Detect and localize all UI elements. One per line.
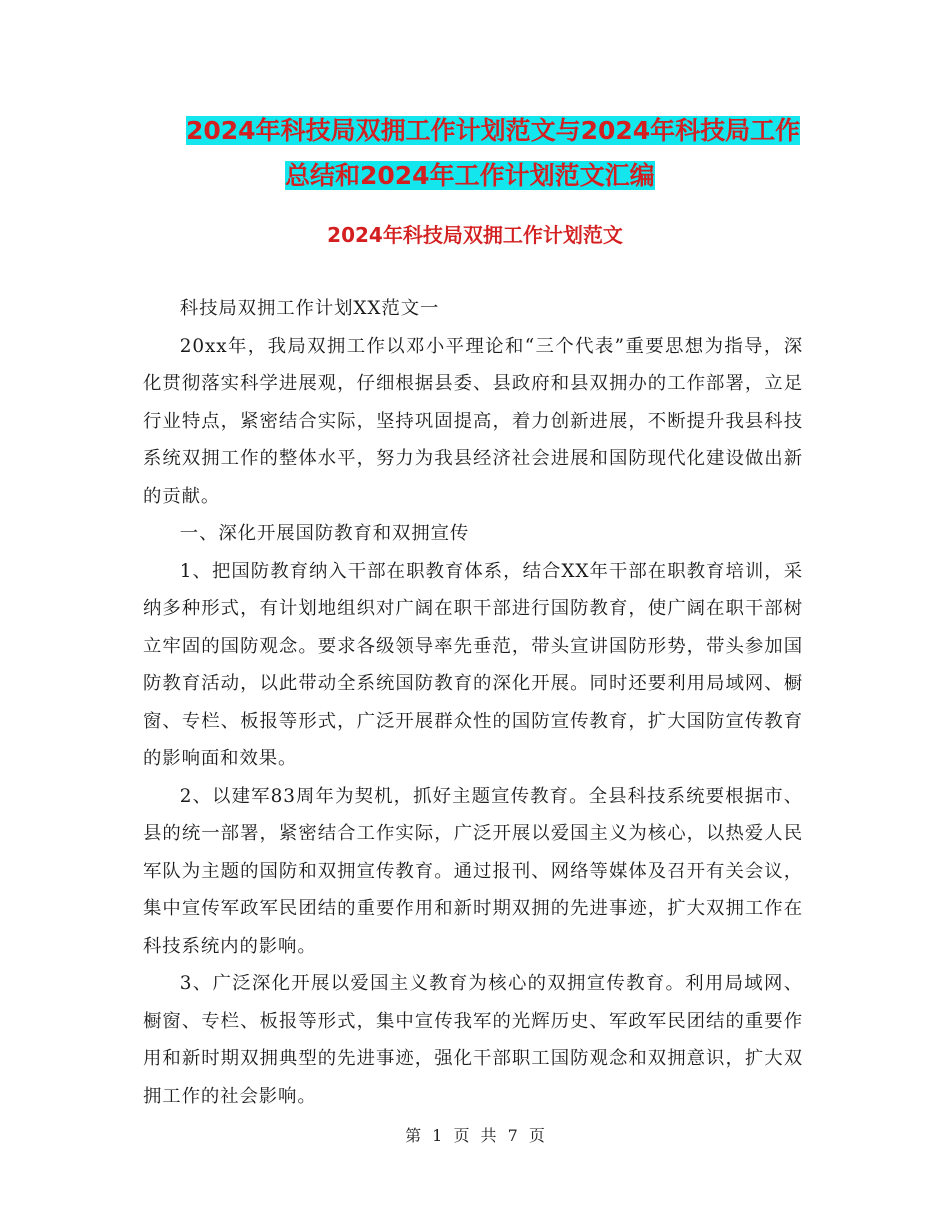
document-title-line-2 bbox=[140, 153, 830, 198]
page-footer: 第 1 页 共 7 页 bbox=[405, 1126, 545, 1145]
title-highlight: 2024年科技局双拥工作计划范文与2024年科技局工作 bbox=[186, 116, 801, 145]
document-body bbox=[143, 290, 803, 1115]
document-title-line-1 bbox=[140, 108, 830, 153]
body-paragraph: 3、广泛深化开展以爱国主义教育为核心的双拥宣传教育。利用局域网、橱窗、专栏、板报等形式，集中宣传我军的光辉历史、军政军民团结的重要作用和新时期双拥典型的先进事迹，强化干部职工国防观念和双拥意识，扩大双拥工作的社会影响。 bbox=[143, 973, 803, 1107]
section-title: 2024年科技局双拥工作计划范文 bbox=[327, 223, 623, 247]
plan-subtitle: 科技局双拥工作计划XX范文一 bbox=[179, 298, 440, 319]
title-highlight: 总结和2024年工作计划范文汇编 bbox=[285, 161, 655, 190]
document-title bbox=[140, 108, 830, 198]
body-paragraph: 1、把国防教育纳入干部在职教育体系，结合XX年干部在职教育培训，采纳多种形式，有计划地组织对广阔在职干部进行国防教育，使广阔在职干部树立牢固的国防观念。要求各级领导率先垂范，带头宣讲国防形势，带头参加国防教育活动，以此带动全系统国防教育的深化开展。同时还要利用局域网、橱窗、专栏、板报等形式，广泛开展群众性的国防宣传教育，扩大国防宣传教育的影响面和效果。 bbox=[143, 560, 803, 769]
section-heading: 一、深化开展国防教育和双拥宣传 bbox=[179, 523, 470, 544]
intro-paragraph: 20xx年，我局双拥工作以邓小平理论和“三个代表”重要思想为指导，深化贯彻落实科学进展观，仔细根据县委、县政府和县双拥办的工作部署，立足行业特点，紧密结合实际，坚持巩固提高，着力创新进展，不断提升我县科技系统双拥工作的整体水平，努力为我县经济社会进展和国防现代化建设做出新的贡献。 bbox=[143, 335, 803, 507]
body-paragraph: 2、以建军83周年为契机，抓好主题宣传教育。全县科技系统要根据市、县的统一部署，紧密结合工作实际，广泛开展以爱国主义为核心，以热爱人民军队为主题的国防和双拥宣传教育。通过报刊、网络等媒体及召开有关会议，集中宣传军政军民团结的重要作用和新时期双拥的先进事迹，扩大双拥工作在科技系统内的影响。 bbox=[143, 785, 803, 957]
